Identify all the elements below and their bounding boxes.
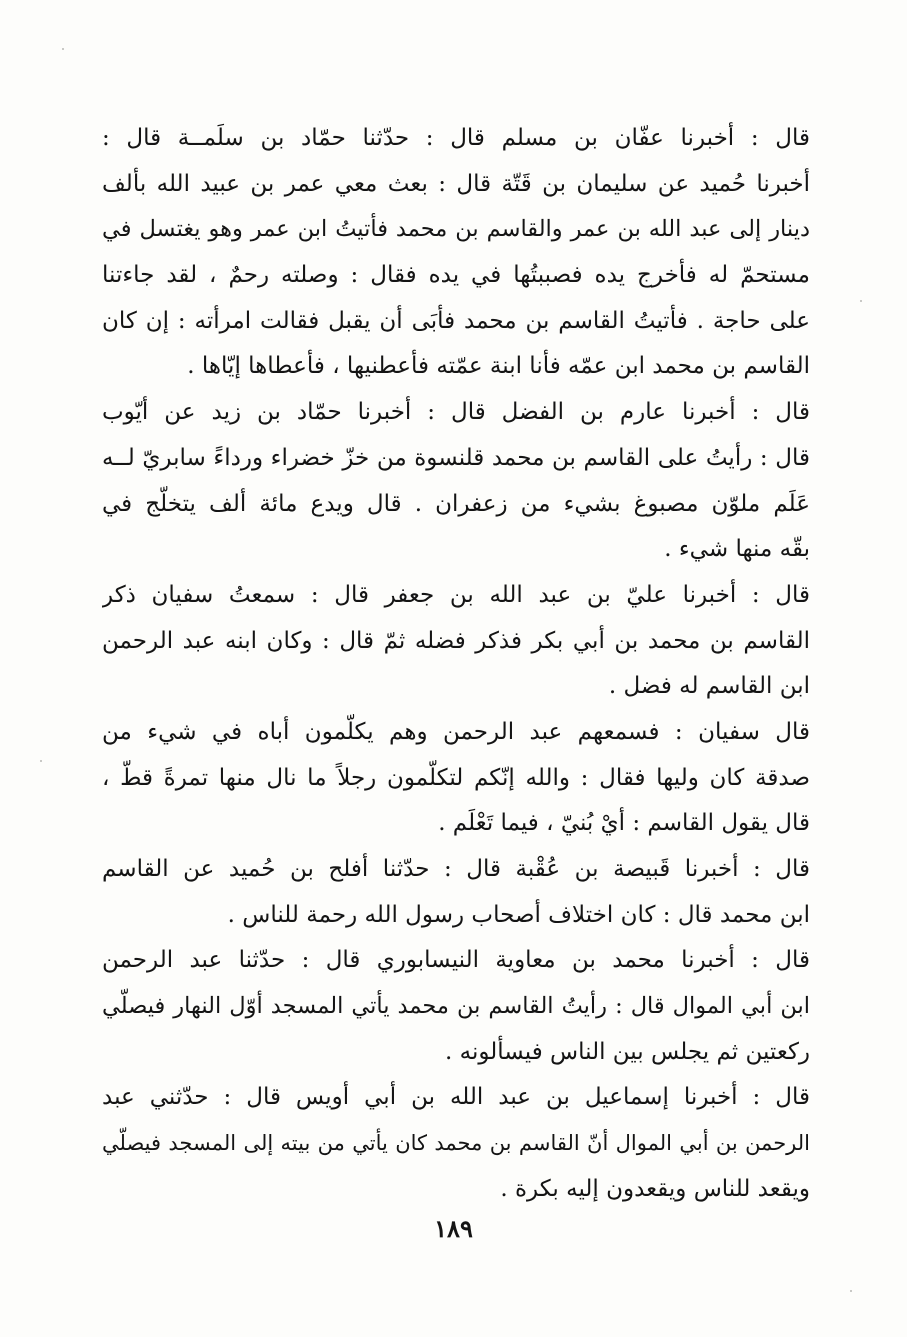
- text-line: قال سفيان : فسمعهم عبد الرحمن وهم يكلّمون أباه في شيء من: [102, 718, 810, 745]
- text-line: أخبرنا حُميد عن سليمان بن قَتّة قال : بعث معي عمر بن عبيد الله بألف: [102, 170, 810, 197]
- text-line: دينار إلى عبد الله بن عمر والقاسم بن محمد فأتيتُ ابن عمر وهو يغتسل في: [102, 216, 810, 243]
- text-line: القاسم بن محمد ابن عمّه فأنا ابنة عمّته فأعطنيها ، فأعطاها إيّاها .: [187, 353, 810, 380]
- text-line: صدقة كان وليها فقال : والله إنّكم لتكلّمون رجلاً ما نال منها تمرةً قطّ ،: [102, 764, 810, 791]
- text-line: الرحمن بن أبي الموال أنّ القاسم بن محمد كان يأتي من بيته إلى المسجد فيصلّي: [102, 1131, 810, 1156]
- text-line: قال : أخبرنا قَبيصة بن عُقْبة قال : حدّثنا أفلح بن حُميد عن القاسم: [102, 856, 810, 882]
- text-line: قال : أخبرنا عفّان بن مسلم قال : حدّثنا حمّاد بن سلَمــة قال :: [102, 125, 810, 151]
- text-line: ابن القاسم له فضل .: [608, 673, 810, 700]
- scan-speck: [62, 48, 64, 50]
- scan-speck: [850, 1290, 852, 1292]
- text-line: قال : أخبرنا إسماعيل بن عبد الله بن أبي أويس قال : حدّثني عبد: [102, 1084, 810, 1111]
- text-line: القاسم بن محمد بن أبي بكر فذكر فضله ثمّ قال : وكان ابنه عبد الرحمن: [102, 627, 810, 654]
- text-line: قال : أخبرنا عارم بن الفضل قال : أخبرنا حمّاد بن زيد عن أيّوب: [102, 399, 810, 426]
- text-line: مستحمّ له فأخرج يده فصببتُها في يده فقال : وصلته رحمٌ ، لقد جاءتنا: [102, 262, 810, 289]
- text-line: قال : أخبرنا عليّ بن عبد الله بن جعفر قال : سمعتُ سفيان ذكر: [102, 581, 810, 608]
- text-line: ركعتين ثم يجلس بين الناس فيسألونه .: [445, 1038, 810, 1065]
- scan-speck: [40, 760, 42, 762]
- text-line: بقّه منها شيء .: [664, 536, 810, 563]
- text-line: ابن أبي الموال قال : رأيتُ القاسم بن محمد يأتي المسجد أوّل النهار فيصلّي: [102, 993, 810, 1020]
- text-line: على حاجة . فأتيتُ القاسم بن محمد فأبَى أن يقبل فقالت امرأته : إن كان: [102, 307, 810, 334]
- text-line: ابن محمد قال : كان اختلاف أصحاب رسول الله رحمة للناس .: [227, 901, 810, 928]
- page-number: ١٨٩: [434, 1214, 473, 1243]
- text-line: ويقعد للناس ويقعدون إليه بكرة .: [500, 1175, 810, 1202]
- text-line: عَلَم ملوّن مصبوغ بشيء من زعفران . قال ويدع مائة ألف يتخلّج في: [102, 490, 810, 517]
- scan-speck: [860, 300, 862, 302]
- text-line: قال : رأيتُ على القاسم بن محمد قلنسوة من خزّ خضراء ورداءً سابريّ لــه: [102, 444, 810, 471]
- main-text: [102, 116, 810, 1213]
- text-line: قال : أخبرنا محمد بن معاوية النيسابوري قال : حدّثنا عبد الرحمن: [102, 947, 810, 974]
- text-line: قال يقول القاسم : أيْ بُنيّ ، فيما تَعْلَم .: [438, 810, 810, 837]
